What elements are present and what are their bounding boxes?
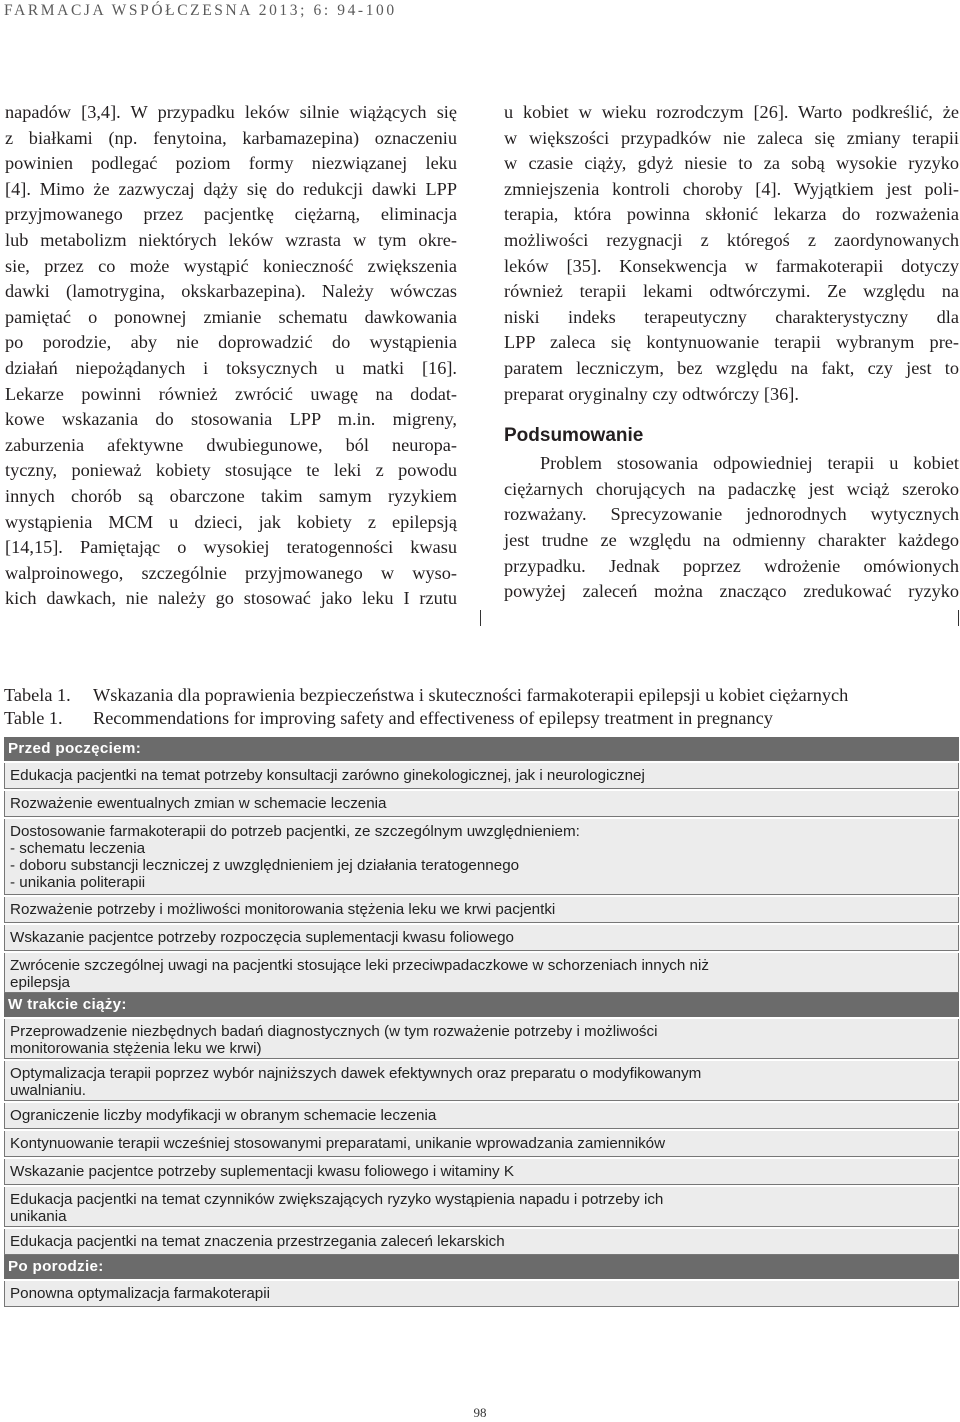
table-row: [4, 763, 959, 789]
text-line: jest trudne ze względu na odmienny charakter każdego: [504, 529, 959, 550]
table-cell-line: monitorowania stężenia leku we krwi): [10, 1040, 262, 1057]
table-row: [4, 1131, 959, 1157]
text-line: tyczny, ponieważ kobiety stosujące te leki z powodu: [5, 460, 457, 481]
text-line: zaburzenia afektywne dwubiegunowe, ból neuropa-: [5, 434, 457, 455]
text-line: terapia, która powinna skłonić lekarza do rozważenia: [504, 204, 959, 225]
recommendations-table: [4, 737, 959, 1307]
page-number: 98: [473, 1405, 487, 1420]
table-row: [4, 897, 959, 923]
table-cell-line: Przeprowadzenie niezbędnych badań diagnostycznych (w tym rozważenie potrzeby i możliwości: [10, 1023, 658, 1040]
text-line: dawki (lamotrygina, okskarbazepina). Należy wówczas: [5, 281, 457, 302]
table-cell-line: epilepsja: [10, 974, 70, 991]
table-cell-line: Dostosowanie farmakoterapii do potrzeb pacjentki, ze szczególnym uwzględnieniem:: [10, 823, 580, 840]
text-line: napadów [3,4]. W przypadku leków silnie wiążących się: [5, 102, 457, 122]
section-heading-summary: Podsumowanie: [504, 425, 644, 447]
text-line: LPP zaleca się kontynuowanie terapii wybranym pre-: [504, 332, 959, 353]
column-end-mark: [958, 610, 959, 626]
text-line: preparat oryginalny czy odtwórczy [36].: [504, 383, 799, 404]
text-line: również terapii lekami odtwórczymi. Ze względu na: [504, 281, 959, 302]
text-line: ciężarnych chorujących na padaczkę jest wciąż szeroko: [504, 478, 959, 499]
table-cell-line: Wskazanie pacjentce potrzeby rozpoczęcia suplementacji kwasu foliowego: [10, 929, 514, 946]
text-line: przyjmowanego przez pacjentkę ciężarną, eliminacja: [5, 204, 457, 225]
text-line: wystąpienia MCM u dzieci, jak kobiety z epilepsją: [5, 511, 457, 532]
text-line: innych chorób są obarczone takim samym ryzykiem: [5, 485, 457, 506]
table-cell-line: - unikania politerapii: [10, 874, 146, 891]
table-cell-line: Zwrócenie szczególnej uwagi na pacjentki stosujące leki przeciwpadaczkowe w schorzeniach innych niż: [10, 957, 709, 974]
table-cell-line: Kontynuowanie terapii wcześniej stosowanymi preparatami, unikanie wprowadzania zamienników: [10, 1135, 666, 1152]
table-cell-line: unikania: [10, 1208, 67, 1225]
table-cell-line: Wskazanie pacjentce potrzeby suplementacji kwasu foliowego i witaminy K: [10, 1163, 514, 1180]
text-line: pamiętać o ponownej zmianie schematu dawkowania: [5, 306, 457, 327]
table-cell-line: uwalnianiu.: [10, 1082, 86, 1099]
text-line: Problem stosowania odpowiedniej terapii u kobiet: [540, 453, 959, 474]
table-section-header: Po porodzie:: [4, 1255, 959, 1279]
text-line: leków [35]. Konsekwencja w farmakoterapii dotyczy: [504, 255, 959, 276]
text-line: możliwości rezygnacji z któregoś z zaordynowanych: [504, 229, 959, 250]
text-line: po porodzie, aby nie doprowadzić do wystąpienia: [5, 332, 457, 353]
right-column: [504, 100, 959, 605]
text-line: kich dawkach, nie należy go stosować jako leku I rzutu: [5, 588, 457, 609]
text-line: w większości przypadków nie zaleca się zmiany terapii: [504, 127, 959, 148]
text-line: przypadku. Jednak poprzez wdrożenie omówionych: [504, 555, 959, 576]
text-line: rozważany. Sprecyzowanie jednorodnych wytycznych: [504, 504, 959, 525]
text-line: powinien podlegać poziom formy niezwiązanej leku: [5, 153, 457, 174]
table-cell-line: Edukacja pacjentki na temat potrzeby konsultacji zarówno ginekologicznej, jak i neurologicznej: [10, 767, 645, 784]
text-line: u kobiet w wieku rozrodczym [26]. Warto podkreślić, że: [504, 102, 959, 122]
table-row: [4, 1159, 959, 1185]
table-cell-line: - schematu leczenia: [10, 840, 146, 857]
table-row: [4, 1229, 959, 1255]
text-line: sie, przez co może wystąpić konieczność zwiększenia: [5, 255, 457, 276]
table-caption: [4, 684, 958, 730]
caption-label-pl: Tabela 1.: [4, 685, 71, 705]
table-row: [4, 1061, 959, 1101]
caption-text-pl: Wskazania dla poprawienia bezpieczeństwa i skuteczności farmakoterapii epilepsji u kobiet ciężarnych: [93, 685, 849, 705]
text-line: w czasie ciąży, gdyż niesie to za sobą wysokie ryzyko: [504, 153, 959, 174]
text-line: powyżej zaleceń można znacząco zredukować ryzyko: [504, 581, 959, 602]
table-row: [4, 1019, 959, 1059]
table-row: [4, 953, 959, 993]
text-line: Lekarze powinni również zwrócić uwagę na dodat-: [5, 383, 457, 404]
table-row: [4, 1281, 959, 1307]
text-line: zmniejszenia kontroli choroby [4]. Wyjątkiem jest poli-: [504, 178, 959, 199]
table-row: [4, 925, 959, 951]
running-header: FARMACJA WSPÓŁCZESNA 2013; 6: 94-100: [4, 2, 397, 19]
table-section-header: W trakcie ciąży:: [4, 993, 959, 1017]
text-line: działań niepożądanych i toksycznych u matki [16].: [5, 357, 457, 378]
text-line: niski indeks terapeutyczny charakterystyczny dla: [504, 306, 959, 327]
table-row: [4, 1187, 959, 1227]
table-cell-line: Rozważenie ewentualnych zmian w schemacie leczenia: [10, 795, 387, 812]
text-line: walproinowego, szczególnie przyjmowanego w wyso-: [5, 562, 457, 583]
text-line: [4]. Mimo że zazwyczaj dąży się do redukcji dawki LPP: [5, 178, 457, 199]
table-cell-line: Edukacja pacjentki na temat czynników zwiększających ryzyko wystąpienia napadu i potrzeby ich: [10, 1191, 664, 1208]
table-cell-line: Edukacja pacjentki na temat znaczenia przestrzegania zaleceń lekarskich: [10, 1233, 505, 1250]
text-line: z białkami (np. fenytoina, karbamazepina) oznaczeniu: [5, 127, 457, 148]
table-row: [4, 1103, 959, 1129]
left-column: [5, 100, 457, 612]
caption-text-en: Recommendations for improving safety and effectiveness of epilepsy treatment in pregnancy: [93, 708, 773, 728]
table-cell-line: Rozważenie potrzeby i możliwości monitorowania stężenia leku we krwi pacjentki: [10, 901, 556, 918]
caption-label-en: Table 1.: [4, 708, 63, 728]
table-cell-line: Ponowna optymalizacja farmakoterapii: [10, 1285, 271, 1302]
table-cell-line: - doboru substancji leczniczej z uwzględnieniem jej działania teratogennego: [10, 857, 520, 874]
table-row: [4, 791, 959, 817]
text-line: kowe wskazania do stosowania LPP m.in. migreny,: [5, 409, 457, 430]
column-end-mark: [480, 610, 481, 626]
table-section-header: Przed poczęciem:: [4, 737, 959, 761]
table-row: [4, 819, 959, 895]
text-line: [14,15]. Pamiętając o wysokiej teratogenności kwasu: [5, 537, 457, 558]
text-line: lub metabolizm niektórych leków wzrasta w tym okre-: [5, 229, 457, 250]
table-cell-line: Optymalizacja terapii poprzez wybór najniższych dawek efektywnych oraz preparatu o modyfikowanym: [10, 1065, 702, 1082]
table-cell-line: Ograniczenie liczby modyfikacji w obranym schemacie leczenia: [10, 1107, 437, 1124]
text-line: paratem leczniczym, bez względu na fakt, czy jest to: [504, 357, 959, 378]
